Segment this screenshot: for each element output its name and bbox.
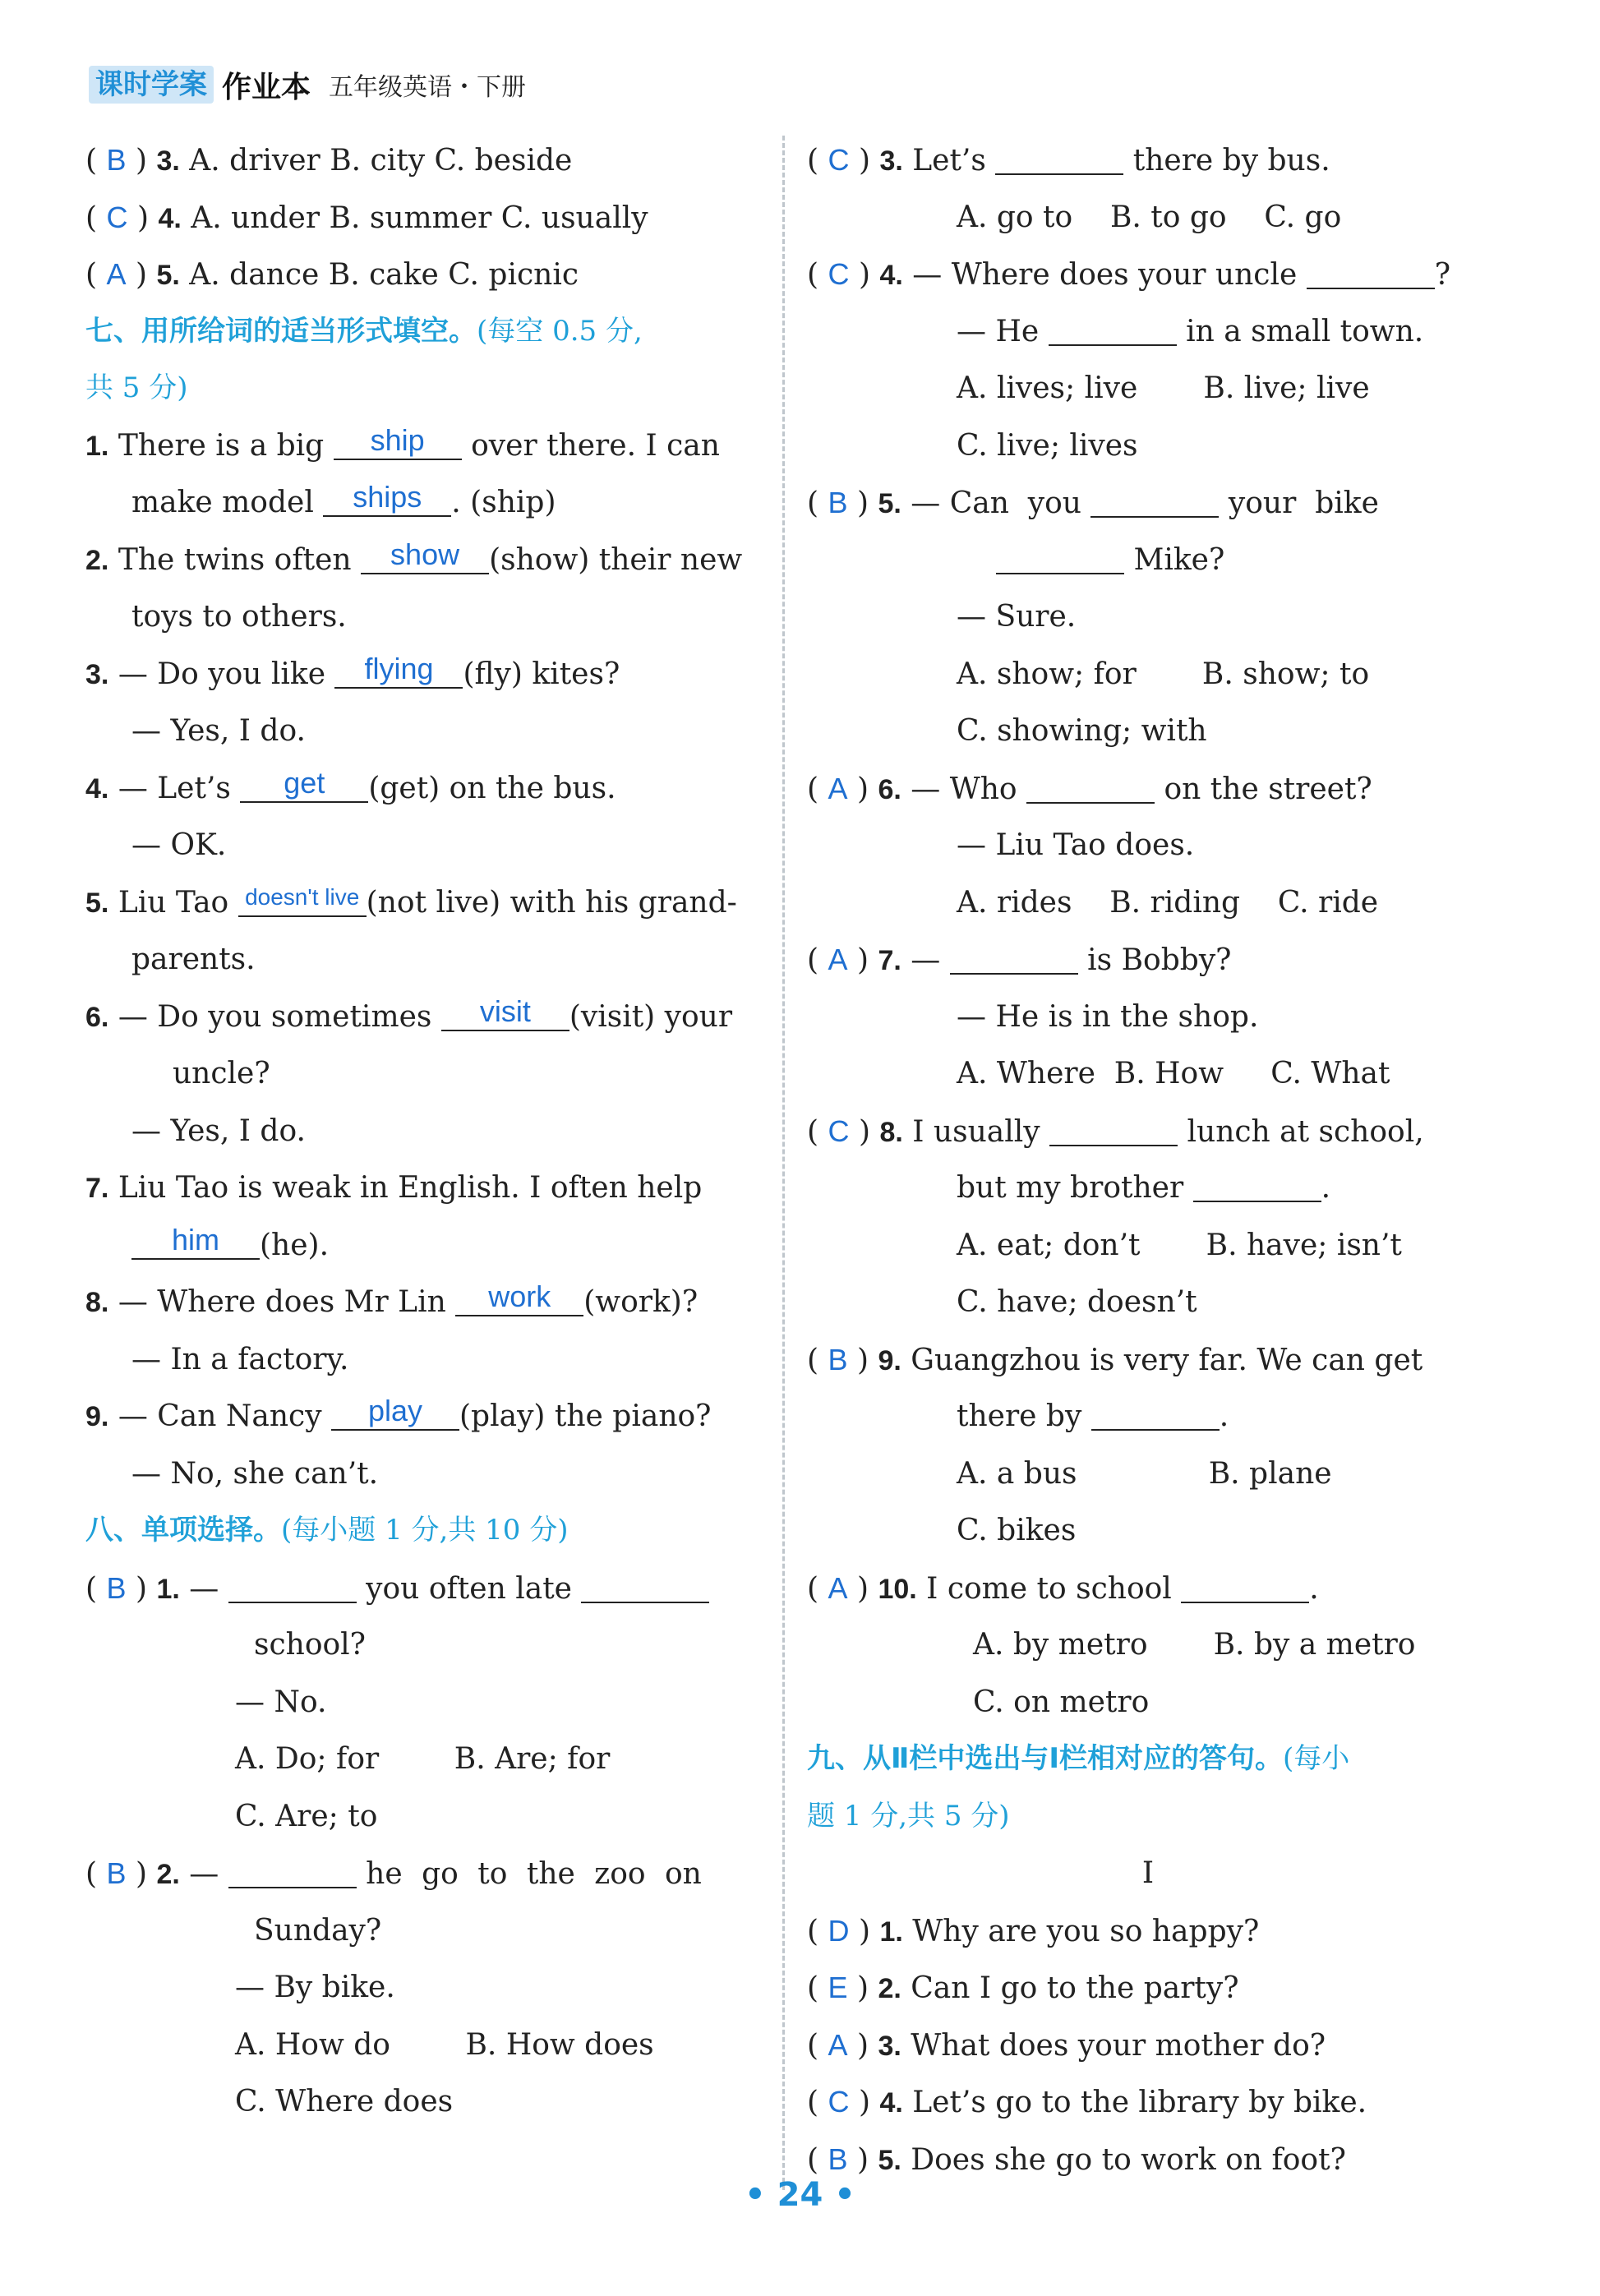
question-number: 3. [878,2030,901,2062]
item-text: — By bike. [235,1971,395,2004]
section-9-title [807,1731,1489,1788]
question-row: ( C ) 4. A. under B. summer C. usually [85,200,648,235]
choice-item-cont [85,1902,768,1960]
options-text: A. Where B. How C. What [957,1057,1390,1090]
fill-item-cont [85,1445,768,1503]
choice-item-options [807,703,1489,760]
item-text: — [911,943,941,977]
fill-item-cont [85,1217,768,1275]
answer-mark: A [828,771,848,805]
fill-item-cont [85,1331,768,1389]
choice-item-cont [807,532,1489,589]
item-text: there by bus. [1132,144,1330,178]
question-number: 9. [878,1344,901,1376]
choice-item-options [807,1217,1489,1275]
options-text: C. Where does [235,2085,454,2118]
question-number: 1. [85,430,109,462]
choice-item-options [807,1445,1489,1503]
item-text: — Do you like [118,657,326,691]
item-text: he go to the zoo on [366,1857,702,1891]
choice-item: ( A ) 7. — is Bobby? [807,931,1489,989]
choice-item: ( B ) 9. Guangzhou is very far. We can get [807,1342,1423,1377]
choice-item-options [807,417,1489,475]
page-number: • 24 • [745,2176,855,2214]
answer-mark: B [828,1342,848,1376]
fill-item [85,760,768,818]
item-text: — OK. [131,828,227,862]
choice-item-cont [807,588,1489,646]
question-number: 1. [156,1573,180,1605]
fill-item-cont [85,817,768,874]
item-text: on the street? [1164,772,1372,806]
choice-item-cont [85,1674,768,1731]
choice-item-cont [807,303,1489,361]
match-item: ( D ) 1. Why are you so happy? [807,1913,1260,1948]
question-row: ( B ) 3. A. driver B. city C. beside [85,143,573,178]
item-text: over there. I can [471,428,720,463]
answer-blank [995,141,1123,175]
question-number: 5. [878,488,901,519]
answer-blank [1181,1569,1309,1603]
item-text: — Yes, I do. [131,1113,306,1148]
answer-mark: E [828,1971,848,2004]
filled-answer: flying [364,651,434,685]
answer-blank [1307,255,1435,289]
answer-blank [1193,1168,1321,1202]
options-text: A. show; for B. show; to [957,657,1370,691]
subject-label: 五年级英语・下册 [329,73,527,102]
filled-answer: ships [353,480,422,514]
choice-item-options [85,2073,768,2131]
question-number: 4. [879,2087,903,2118]
fill-item-cont [85,1103,768,1160]
column-divider [782,136,785,2190]
fill-item-cont [85,588,768,646]
filled-answer: doesn't live [245,883,360,910]
item-text: (visit) your [569,999,733,1034]
item-text: ? [1434,258,1451,292]
fill-item [85,646,768,703]
item-text: Liu Tao is weak in English. I often help [118,1171,703,1205]
answer-mark: B [828,486,848,519]
column-label-text: I [1141,1856,1155,1890]
answer-mark: B [106,1570,127,1605]
item-text: (show) their new [489,542,743,577]
item-text: . [1321,1171,1331,1205]
right-column [807,131,1489,2188]
filled-answer: show [390,537,460,571]
answer-mark: B [106,143,127,177]
options-text: A. under B. summer C. usually [191,201,648,235]
answer-mark: C [828,1113,850,1148]
options-text: C. have; doesn’t [957,1285,1197,1319]
item-text: make model [131,486,314,519]
item-text: — Where does Mr Lin [118,1285,446,1319]
choice-item-cont [807,989,1489,1046]
question-number: 3. [156,145,180,177]
filled-answer: ship [370,422,425,457]
item-text: — He [957,314,1040,348]
item-text: (fly) kites? [463,657,620,691]
fill-item-cont [85,703,768,760]
item-text: . [1219,1399,1229,1433]
choice-item: ( A ) 10. I come to school . [807,1560,1489,1617]
item-text: in a small town. [1186,314,1424,348]
section-title-text: 七、用所给词的适当形式填空。 [85,314,477,348]
item-text: toys to others. [131,600,347,634]
answer-mark: C [828,2085,850,2118]
question-number: 8. [879,1116,903,1148]
item-text: is Bobby? [1087,943,1232,977]
question-number: 5. [878,2144,901,2176]
filled-answer: work [488,1279,551,1313]
answer-blank [331,1396,459,1431]
answer-blank [323,482,451,517]
options-text: A. lives; live B. live; live [957,371,1370,405]
choice-item-options [807,1616,1489,1674]
item-text: your bike [1228,486,1379,520]
options-text: C. showing; with [957,714,1207,748]
question-number: 4. [85,772,109,805]
item-text: I come to school [926,1571,1172,1606]
options-text: C. bikes [957,1514,1077,1547]
question-row: ( A ) 5. A. dance B. cake C. picnic [85,257,579,292]
item-text: Mike? [1133,542,1225,577]
choice-item: ( C ) 3. Let’s there by bus. [807,131,1489,189]
answer-blank [455,1279,583,1316]
answer-blank [950,940,1078,975]
fill-item [85,532,768,589]
question-number: 2. [878,1973,901,2004]
item-text: — Where does your uncle [912,258,1298,292]
answer-blank [238,883,367,917]
answer-blank [228,1569,357,1603]
match-item: ( B ) 5. Does she go to work on foot? [807,2142,1346,2177]
section-7-note [85,360,768,417]
item-text: — Can Nancy [118,1399,322,1433]
item-text: but my brother [957,1171,1184,1205]
answer-blank [361,537,489,574]
item-text: Why are you so happy? [912,1914,1260,1948]
fill-item [85,874,768,932]
item-text: — Liu Tao does. [957,828,1195,862]
item-text: — No. [235,1685,327,1719]
question-number: 5. [156,260,180,291]
fill-item [85,989,768,1046]
choice-item: ( C ) 4. — Where does your uncle ? [807,246,1489,303]
question-number: 2. [85,544,109,576]
item-text: . (ship) [451,486,556,519]
options-text: A. eat; don’t B. have; isn’t [957,1228,1402,1262]
left-column [85,131,768,2131]
filled-answer: him [171,1222,219,1256]
answer-mark: A [828,1570,848,1605]
choice-item: ( B ) 2. — he go to the zoo on [85,1845,768,1902]
choice-item-cont [807,817,1489,874]
answer-blank [581,1569,709,1603]
fill-item-cont [85,931,768,989]
item-text: parents. [131,943,256,976]
options-text: C. live; lives [957,428,1138,463]
choice-item-options [85,1788,768,1846]
item-text: Let’s go to the library by bike. [912,2086,1367,2119]
options-text: A. dance B. cake C. picnic [189,258,579,292]
item-text: (not live) with his grand- [366,885,737,920]
item-text: — Do you sometimes [118,999,432,1034]
fill-item [85,1160,768,1217]
answer-mark: D [828,1913,850,1948]
choice-item: ( B ) 1. — you often late [85,1560,768,1617]
item-text: — Sure. [957,600,1077,634]
item-text: you often late [366,1571,572,1606]
fill-item [85,1388,768,1445]
answer-blank [1091,1396,1220,1431]
question-number: 6. [878,773,901,805]
choice-item-options [807,1674,1489,1731]
question-number: 2. [156,1859,180,1890]
question-number: 7. [878,945,901,976]
choice-item-options [807,1502,1489,1560]
section-note: 题 1 分,共 5 分) [807,1799,1010,1833]
choice-item: ( A ) 6. — Who on the street? [807,760,1489,818]
answer-blank [334,651,463,689]
item-text: — Who [911,772,1017,806]
brand-subtitle: 作业本 [222,70,311,104]
choice-item-options [807,1045,1489,1103]
question-number: 10. [878,1573,917,1605]
question-number: 6. [85,1001,109,1033]
answer-mark: A [828,2027,848,2062]
question-number: 3. [85,658,109,690]
answer-blank [1049,1112,1178,1146]
options-text: A. a bus B. plane [957,1456,1332,1491]
answer-blank [996,540,1124,574]
item-text: Does she go to work on foot? [911,2142,1346,2177]
question-number: 3. [879,145,903,177]
choice-item: ( B ) 5. — Can you your bike [807,474,1489,532]
answer-blank [228,1854,357,1888]
section-note: (每小 [1283,1742,1350,1775]
item-text: (work)? [583,1285,699,1319]
match-item: ( E ) 2. Can I go to the party? [807,1971,1239,2005]
choice-item-options [85,1731,768,1788]
item-text: — [189,1857,219,1891]
options-text: A. driver B. city C. beside [189,144,573,178]
item-text: there by [957,1399,1082,1433]
filled-answer: get [284,765,325,800]
choice-item-options [807,646,1489,703]
section-note: (每空 0.5 分, [477,314,643,348]
answer-blank [1049,311,1177,346]
item-text: — Let’s [118,771,231,805]
match-item: ( A ) 3. What does your mother do? [807,2027,1326,2063]
item-text: (play) the piano? [459,1399,712,1433]
item-text: Liu Tao [118,885,229,920]
column-label [807,1845,1489,1902]
answer-blank [334,422,462,460]
section-title-text: 八、单项选择。 [85,1514,281,1547]
answer-mark: C [828,257,850,291]
choice-item-options [807,1274,1489,1331]
question-number: 4. [879,260,903,291]
choice-item-cont [85,1616,768,1674]
fill-item [85,417,768,475]
options-text: A. by metro B. by a metro [973,1628,1416,1662]
answer-blank [240,765,368,803]
item-text: school? [254,1628,366,1662]
options-text: C. Are; to [235,1799,378,1833]
item-text: — Yes, I do. [131,714,306,748]
answer-blank [1090,483,1219,518]
item-text: . [1309,1571,1319,1606]
choice-item: ( C ) 8. I usually lunch at school, [807,1103,1489,1160]
answer-mark: B [106,1856,127,1890]
item-text: — He is in the shop. [957,999,1259,1034]
fill-item [85,1274,768,1331]
answer-mark: A [828,943,848,976]
item-text: (he). [260,1228,330,1262]
filled-answer: visit [479,994,531,1028]
choice-item-options [807,189,1489,247]
fill-item-cont [85,474,768,532]
question-number: 8. [85,1287,109,1318]
choice-item-cont [807,1160,1489,1217]
choice-item-options [807,874,1489,932]
options-text: A. rides B. riding C. ride [957,885,1379,920]
match-item: ( C ) 4. Let’s go to the library by bike. [807,2085,1367,2119]
item-text: — [189,1571,219,1606]
choice-item-cont [807,1388,1489,1445]
answer-blank [441,994,569,1031]
choice-item-options [85,2017,768,2074]
item-text: lunch at school, [1187,1114,1424,1149]
item-text: I usually [912,1114,1040,1149]
options-text: A. go to B. to go C. go [957,200,1342,234]
item-text: — In a factory. [131,1342,349,1376]
answer-blank [131,1222,260,1260]
item-text: The twins often [118,542,352,577]
brand-label: 课时学案 [89,66,214,104]
choice-item-options [807,360,1489,417]
fill-item-cont [85,1045,768,1103]
question-number: 9. [85,1401,109,1432]
question-number: 1. [879,1916,903,1948]
item-text: Sunday? [254,1913,382,1948]
options-text: A. How do B. How does [235,2027,654,2062]
question-number: 5. [85,887,109,919]
item-text: — Can you [911,486,1081,520]
item-text: Guangzhou is very far. We can get [911,1343,1423,1377]
item-text: What does your mother do? [911,2028,1326,2063]
filled-answer: play [367,1394,423,1427]
item-text: (get) on the bus. [368,771,616,805]
options-text: A. Do; for B. Are; for [235,1742,611,1776]
item-text: Let’s [912,144,986,178]
item-text: — No, she can’t. [131,1456,379,1491]
section-note: 共 5 分) [85,371,188,404]
section-8-title [85,1502,768,1560]
answer-mark: A [106,257,127,291]
section-title-text: 九、从Ⅱ栏中选出与Ⅰ栏相对应的答句。 [807,1742,1284,1775]
answer-mark: C [106,200,128,234]
section-7-title [85,303,768,361]
options-text: C. on metro [973,1685,1150,1719]
section-9-note [807,1788,1489,1846]
answer-mark: C [828,143,850,177]
choice-item-cont [85,1959,768,2017]
question-number: 4. [158,202,182,234]
page-header [89,64,526,105]
answer-blank [1026,769,1155,804]
item-text: There is a big [118,428,325,463]
item-text: uncle? [173,1057,270,1090]
item-text: Can I go to the party? [911,1971,1239,2005]
question-number: 7. [85,1173,109,1204]
answer-mark: B [828,2142,848,2176]
section-note: (每小题 1 分,共 10 分) [281,1514,569,1547]
